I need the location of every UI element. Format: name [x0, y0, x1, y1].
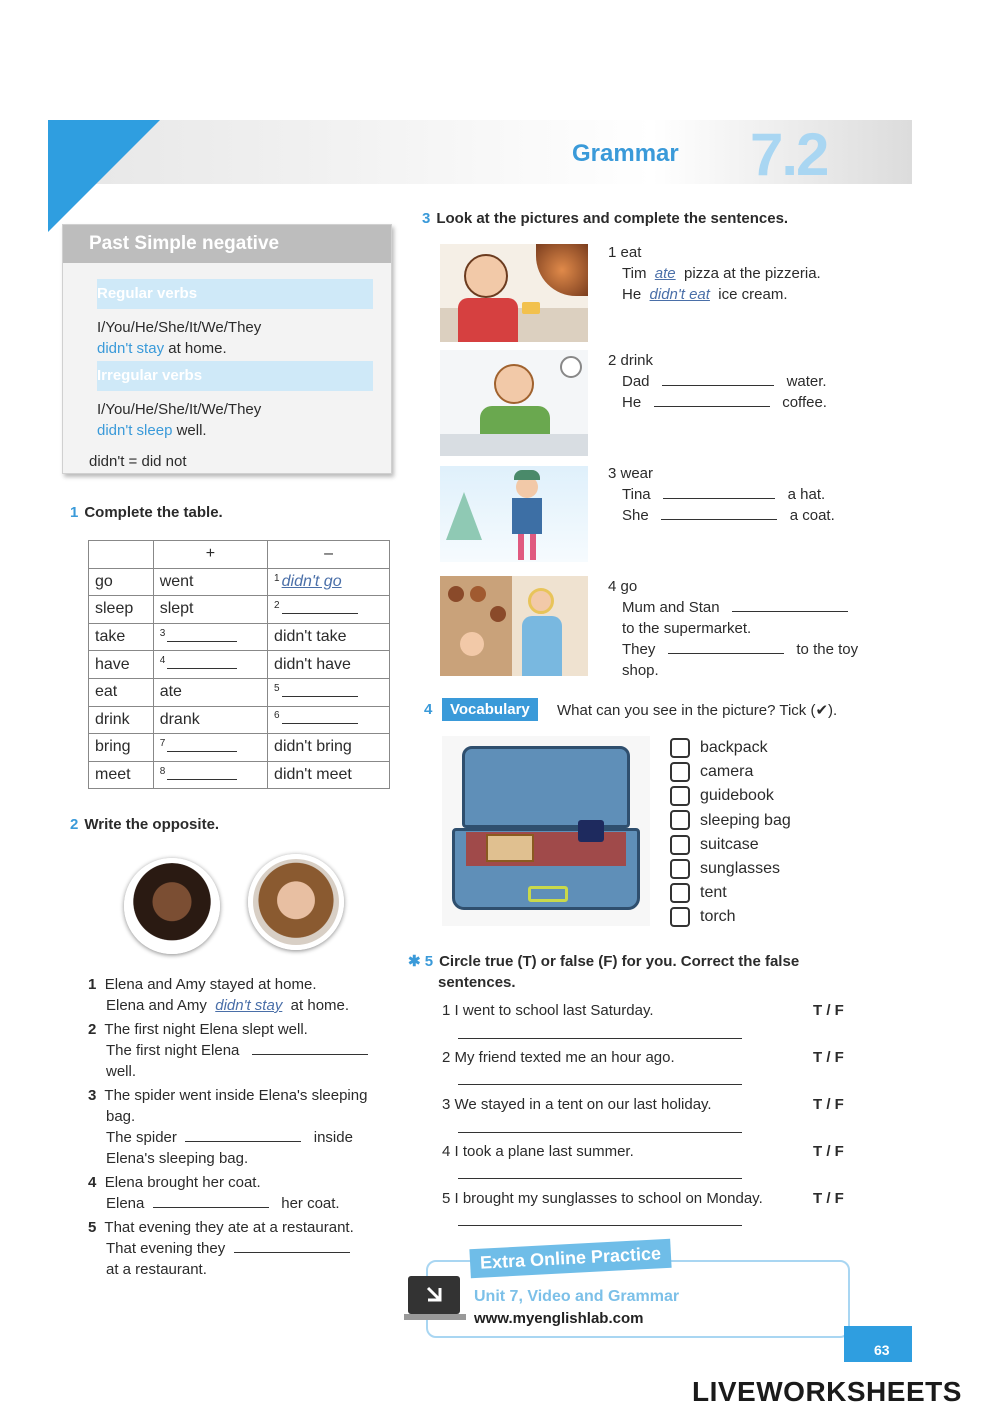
answer-cell[interactable]: 4	[153, 651, 267, 679]
list-item[interactable]: suitcase	[670, 833, 791, 857]
regular-negative: didn't stay	[97, 340, 165, 357]
list-item[interactable]: sleeping bag	[670, 809, 791, 833]
answer-field[interactable]	[252, 1041, 368, 1055]
answer-cell[interactable]: 8	[153, 761, 267, 789]
checkbox[interactable]	[670, 810, 690, 830]
checkbox[interactable]	[670, 907, 690, 927]
irregular-verbs-label: Irregular verbs	[97, 361, 373, 391]
dad-drinking-picture	[440, 350, 588, 456]
answer-field[interactable]	[661, 506, 777, 520]
extra-practice-link[interactable]: www.myenglishlab.com	[474, 1310, 644, 1327]
ex5-item: 2 My friend texted me an hour ago.	[442, 1049, 675, 1066]
ex2-list: 1 Elena and Amy stayed at home. Elena and Amy didn't stay at home. 2 The first night Elena slept well. The first night Elena well. 3 The spider went inside Elena's sleeping bag. The spider inside Elena's sleeping bag. 4 Elena brought her coat. Elena her coat. 5 That evening they ate at a restaurant. That evening they at a restaurant.	[88, 976, 368, 1278]
ex3-item-2: 2 drink Dad water. He coffee.	[608, 352, 827, 411]
irregular-negative: didn't sleep	[97, 422, 173, 439]
true-false-choice[interactable]: T / F	[813, 1190, 844, 1207]
answer-field[interactable]	[663, 485, 775, 499]
page-title: Grammar	[572, 140, 679, 167]
answer-cell[interactable]: 6	[268, 706, 390, 734]
ex4-number: 4	[424, 701, 433, 718]
girl-winter-picture	[440, 466, 588, 562]
answer-field[interactable]	[234, 1239, 350, 1253]
ex5-item: 3 We stayed in a tent on our last holiday.	[442, 1096, 712, 1113]
answer-line[interactable]	[458, 1178, 742, 1179]
laptop-icon	[408, 1276, 460, 1314]
answer-cell[interactable]: 2	[268, 596, 390, 624]
ex4-instruction: What can you see in the picture? Tick (✔).	[557, 702, 838, 719]
answer-field[interactable]	[668, 640, 784, 654]
answer-field[interactable]: didn't stay	[215, 997, 283, 1014]
list-item[interactable]: backpack	[670, 736, 791, 760]
regular-verbs-label: Regular verbs	[97, 279, 373, 309]
ex5-heading: ✱ 5 Circle true (T) or false (F) for you. Correct the false sentences.	[408, 953, 800, 991]
table-row: sleep slept $^2$	[89, 596, 390, 624]
answer-field[interactable]: didn't eat	[649, 286, 710, 303]
unit-badge: 7.2	[750, 121, 828, 188]
true-false-choice[interactable]: T / F	[813, 1002, 844, 1019]
suitcase-picture	[442, 736, 650, 926]
ex5-item: 1 I went to school last Saturday.	[442, 1002, 654, 1019]
checkbox[interactable]	[670, 835, 690, 855]
grammar-box: Past Simple negative Regular verbs I/You/He/She/It/We/They didn't stay at home. Irregular verbs I/You/He/She/It/We/They didn't sleep well. didn't = did not	[62, 224, 392, 474]
checkbox[interactable]	[670, 738, 690, 758]
ex5-item: 5 I brought my sunglasses to school on Monday.	[442, 1190, 763, 1207]
checkbox[interactable]	[670, 786, 690, 806]
vocab-options	[670, 736, 791, 930]
ex1-heading: 1 Complete the table.	[70, 504, 223, 521]
table-row: have $^4$ didn't have	[89, 651, 390, 679]
table-row: go went $^1$ didn't go	[89, 568, 390, 596]
answer-field[interactable]	[153, 1194, 269, 1208]
checkbox[interactable]	[670, 883, 690, 903]
amy-photo	[248, 854, 344, 950]
true-false-choice[interactable]: T / F	[813, 1049, 844, 1066]
boy-eating-pizza-picture	[440, 244, 588, 342]
answer-field[interactable]	[732, 598, 848, 612]
checkbox[interactable]	[670, 762, 690, 782]
worksheet-page	[48, 120, 912, 1362]
table-row: meet $^8$ didn't meet	[89, 761, 390, 789]
ex2-heading: 2 Write the opposite.	[70, 816, 220, 833]
ex3-heading: 3 Look at the pictures and complete the sentences.	[422, 210, 789, 227]
ex3-item-4: 4 go Mum and Stan to the supermarket. They to the toy shop.	[608, 578, 859, 679]
liveworksheets-logo: LIVEWORKSHEETS	[692, 1376, 962, 1407]
page-number: 63	[844, 1326, 912, 1362]
answer-field[interactable]	[654, 393, 770, 407]
answer-cell: didn't go	[281, 572, 342, 590]
answer-cell[interactable]: 7	[153, 734, 267, 762]
answer-line[interactable]	[458, 1038, 742, 1039]
list-item[interactable]: sunglasses	[670, 857, 791, 881]
list-item[interactable]: torch	[670, 905, 791, 929]
regular-subject: I/You/He/She/It/We/They	[97, 319, 262, 336]
list-item[interactable]: camera	[670, 760, 791, 784]
answer-field[interactable]	[662, 372, 774, 386]
ex5-item: 4 I took a plane last summer.	[442, 1143, 634, 1160]
table-row: bring $^7$ didn't bring	[89, 734, 390, 762]
grammar-box-title: Past Simple negative	[63, 225, 391, 263]
ex3-item-3: 3 wear Tina a hat. She a coat.	[608, 465, 835, 524]
verb-table: + – go went $^1$ didn't go sleep slept $^2$ take $^3$ didn't take have $^4$ didn't have eat ate $^5$ drink drank $^6$ bring $^7$ didn't bring meet $^8$ didn't meet	[88, 540, 390, 789]
answer-line[interactable]	[458, 1084, 742, 1085]
toy-shop-picture	[440, 576, 588, 676]
ex3-item-1: 1 eat Tim ate pizza at the pizzeria. He didn't eat ice cream.	[608, 244, 821, 303]
irregular-subject: I/You/He/She/It/We/They	[97, 401, 262, 418]
answer-line[interactable]	[458, 1132, 742, 1133]
grammar-note: didn't = did not	[89, 453, 187, 470]
true-false-choice[interactable]: T / F	[813, 1096, 844, 1113]
list-item[interactable]: guidebook	[670, 784, 791, 808]
extra-practice-badge: Extra Online Practice	[469, 1239, 671, 1278]
extra-practice-unit: Unit 7, Video and Grammar	[474, 1288, 680, 1305]
answer-field[interactable]: ate	[654, 265, 676, 282]
list-item[interactable]: tent	[670, 881, 791, 905]
answer-field[interactable]	[185, 1128, 301, 1142]
answer-cell[interactable]: 5	[268, 678, 390, 706]
table-row: eat ate $^5$	[89, 678, 390, 706]
elena-photo	[124, 858, 220, 954]
table-row: drink drank $^6$	[89, 706, 390, 734]
checkbox[interactable]	[670, 859, 690, 879]
vocabulary-badge: Vocabulary	[442, 698, 538, 721]
answer-line[interactable]	[458, 1225, 742, 1226]
header-corner	[48, 120, 160, 232]
table-row: take $^3$ didn't take	[89, 623, 390, 651]
answer-cell[interactable]: 3	[153, 623, 267, 651]
true-false-choice[interactable]: T / F	[813, 1143, 844, 1160]
